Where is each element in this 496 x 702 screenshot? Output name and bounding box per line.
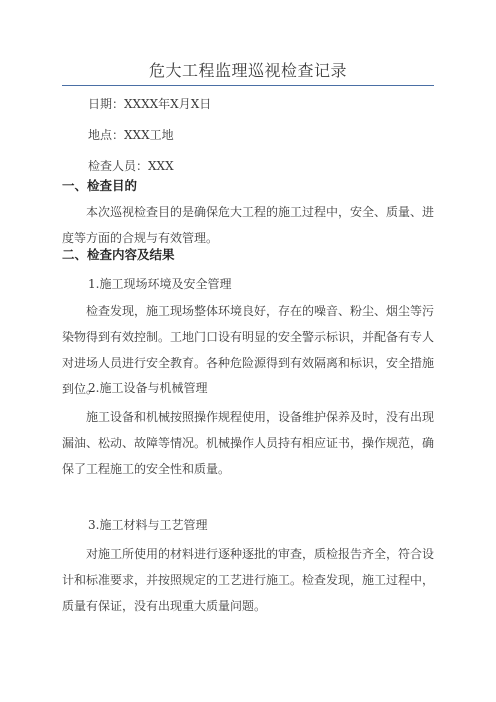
equipment-paragraph: 施工设备和机械按照操作规程使用，设备维护保养及时，没有出现漏油、松动、故障等情况。机械操作人员持有相应证书，操作规范，确保了工程施工的安全性和质量。 [62,410,435,476]
document-title: 危大工程监理巡视检查记录 [148,61,347,80]
section-heading-content: 二、检查内容及结果 [62,247,175,262]
inspector-field: 检查人员：XXX [88,159,174,173]
section-heading-purpose: 一、检查目的 [62,178,138,193]
date-field: 日期：XXXX年X月X日 [88,97,212,111]
safety-paragraph: 检查发现，施工现场整体环境良好，存在的噪音、粉尘、烟尘等污染物得到有效控制。工地门口设有明显的安全警示标识，并配备有专人对进场人员进行安全教育。各种危险源得到有效隔离和标识，安全措施到位。 [62,304,435,396]
materials-paragraph: 对施工所使用的材料进行逐种逐批的审查，质检报告齐全，符合设计和标准要求，并按照规定的工艺进行施工。检查发现，施工过程中，质量有保证，没有出现重大质量问题。 [62,547,435,613]
subsection-title-materials: 3.施工材料与工艺管理 [88,518,208,532]
location-field: 地点：XXX工地 [88,128,174,142]
purpose-paragraph: 本次巡视检查目的是确保危大工程的施工过程中，安全、质量、进度等方面的合规与有效管理。 [62,205,435,245]
subsection-title-safety: 1.施工现场环境及安全管理 [88,277,232,291]
title-underline [62,85,434,86]
subsection-title-equipment: 2.施工设备与机械管理 [88,381,208,395]
